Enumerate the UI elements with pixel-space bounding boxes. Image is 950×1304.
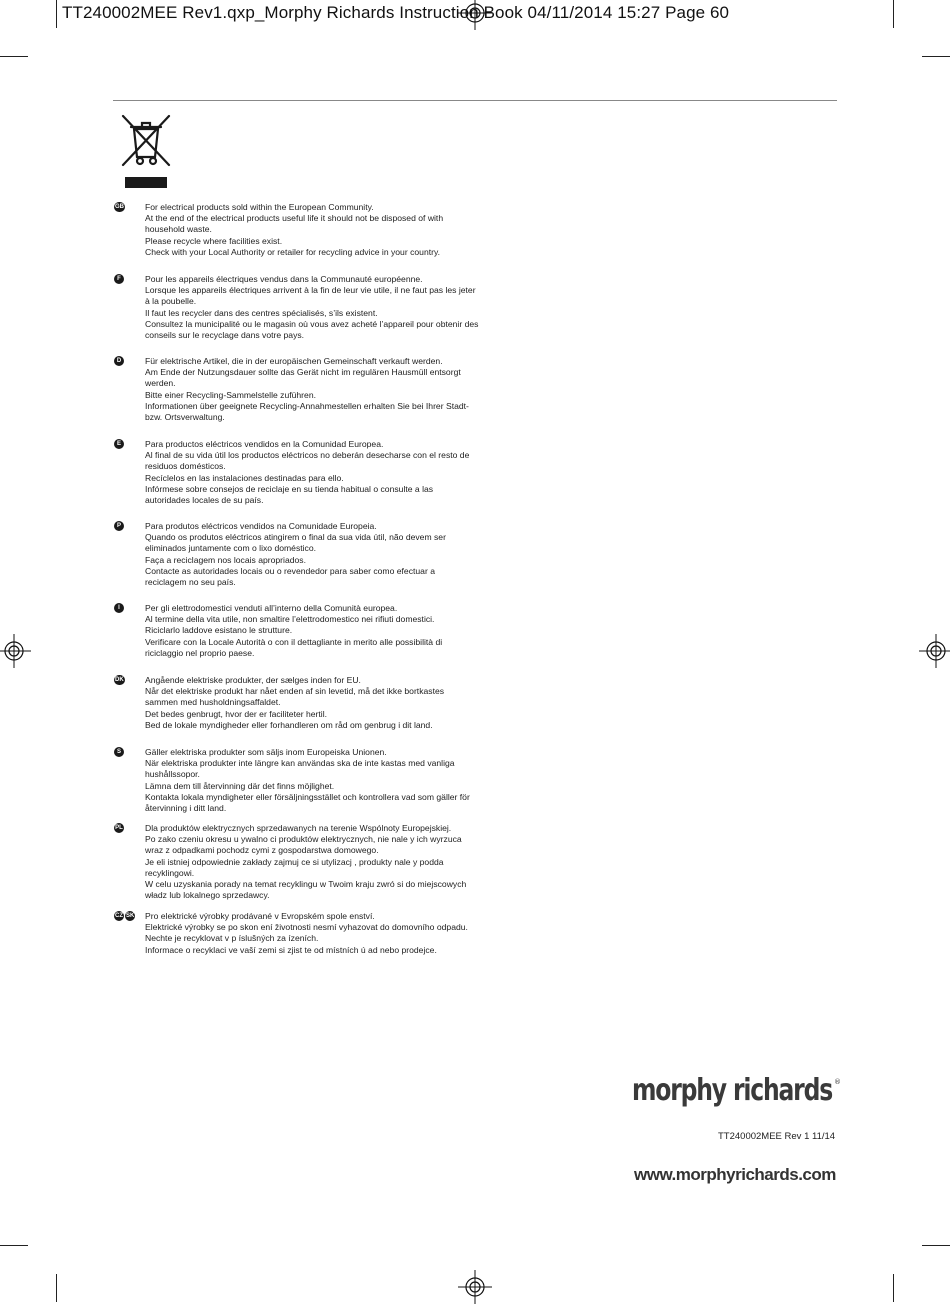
- recycling-notice: [114, 823, 474, 901]
- notice-line: bzw. Ortsverwaltung.: [145, 412, 225, 423]
- notice-line: Dla produktów elektrycznych sprzedawanych na terenie Wspólnoty Europejskiej.: [145, 823, 452, 833]
- notice-text: [145, 356, 474, 423]
- crop-mark: [0, 1245, 28, 1246]
- crop-mark: [56, 1274, 57, 1302]
- notice-line: household waste.: [145, 224, 212, 235]
- notice-line: werden.: [145, 378, 176, 389]
- language-badge: F: [114, 274, 124, 284]
- language-badges: [114, 823, 124, 833]
- notice-line: à la poubelle.: [145, 296, 197, 307]
- notice-line: Pro elektrické výrobky prodávané v Evropském spole enství.: [145, 911, 375, 921]
- notice-line: Når det elektriske produkt har nået enden af sin levetid, må det ikke bortkastes: [145, 686, 445, 697]
- recycling-notice: [114, 675, 474, 731]
- notice-line: Kontakta lokala myndigheter eller försäljningsstället och kontrollera vad som gäller för: [145, 791, 470, 802]
- registration-mark-icon: [919, 634, 950, 668]
- notice-line: autoridades locales de su país.: [145, 495, 264, 506]
- notice-text: [145, 747, 474, 814]
- notice-line: När elektriska produkter inte längre kan användas ska de inte kastas med vanliga: [145, 758, 455, 769]
- language-badge: DK: [115, 677, 124, 683]
- notice-line: hushållssopor.: [145, 769, 200, 780]
- language-badges: [114, 356, 124, 366]
- notice-line: Please recycle where facilities exist.: [145, 235, 283, 246]
- notice-line: Infórmese sobre consejos de reciclaje en su tienda habitual o consulte a las: [145, 483, 434, 494]
- notice-line: Det bedes genbrugt, hvor der er faciliteter hertil.: [145, 708, 327, 719]
- recycling-notice: [114, 911, 474, 956]
- notice-line: Para produtos eléctricos vendidos na Comunidade Europeia.: [145, 521, 377, 531]
- notice-line: Il faut les recycler dans des centres spécialisés, s’ils existent.: [145, 307, 378, 318]
- notice-line: Informationen über geeignete Recycling-Annahmestellen erhalten Sie bei Ihrer Stadt-: [145, 400, 469, 411]
- notice-line: Quando os produtos eléctricos atingirem o final da sua vida útil, não devem ser: [145, 532, 446, 543]
- crop-mark: [893, 0, 894, 28]
- registration-mark-icon: [0, 634, 31, 668]
- notice-line: Riciclarlo laddove esistano le strutture.: [145, 625, 293, 636]
- recycling-notice: [114, 356, 474, 423]
- language-badge: D: [114, 356, 124, 366]
- notice-line: For electrical products sold within the European Community.: [145, 202, 374, 212]
- notice-line: Para productos eléctricos vendidos en la Comunidad Europea.: [145, 439, 384, 449]
- notice-line: Bitte einer Recycling-Sammelstelle zuführen.: [145, 389, 316, 400]
- crop-mark: [922, 56, 950, 57]
- notice-line: reciclagem no seu país.: [145, 577, 236, 588]
- crop-mark: [922, 1245, 950, 1246]
- notice-text: [145, 603, 474, 659]
- notice-line: residuos domésticos.: [145, 461, 226, 472]
- print-slug: TT240002MEE Rev1.qxp_Morphy Richards Instruction Book 04/11/2014 15:27 Page 60: [62, 3, 730, 22]
- notice-text: [145, 202, 474, 258]
- notice-line: sammen med husholdningsaffaldet.: [145, 697, 281, 708]
- language-badge: I: [114, 603, 124, 613]
- notice-line: Al final de su vida útil los productos eléctricos no deberán desecharse con el resto de: [145, 450, 470, 461]
- language-badge: GB: [115, 204, 124, 210]
- notice-line: recyklingowi.: [145, 867, 195, 878]
- notice-line: Elektrické výrobky se po skon ení životnosti nesmí vyhazovat do domovního odpadu.: [145, 922, 468, 933]
- notice-line: Check with your Local Authority or retailer for recycling advice in your country.: [145, 246, 441, 257]
- language-badges: [114, 439, 124, 449]
- crossed-out-wheelie-bin-icon: [120, 113, 172, 189]
- brand-registered-mark: ®: [834, 1078, 841, 1086]
- recycling-notice: [114, 274, 479, 341]
- language-badge: PL: [115, 825, 123, 831]
- notice-text: [145, 911, 474, 956]
- notice-line: W celu uzyskania porady na temat recyklingu w Twoim kraju zwró si do miejscowych: [145, 879, 467, 890]
- notice-line: Angående elektriske produkter, der sælges inden for EU.: [145, 675, 361, 685]
- notice-line: Lorsque les appareils électriques arrivent à la fin de leur vie utile, il ne faut pas les jeter: [145, 285, 476, 296]
- crop-mark: [56, 0, 57, 28]
- notice-text: [145, 823, 474, 901]
- notice-line: Für elektrische Artikel, die in der europäischen Gemeinschaft verkauft werden.: [145, 356, 443, 366]
- notice-line: Je eli istniej odpowiednie zakłady zajmuj ce si utylizacj , produkty nale y podda: [145, 856, 444, 867]
- language-badges: [114, 911, 135, 921]
- notice-line: Bed de lokale myndigheder eller forhandleren om råd om genbrug i dit land.: [145, 719, 433, 730]
- notice-text: [145, 521, 474, 588]
- notice-text: [145, 274, 479, 341]
- language-badge: SK: [126, 913, 135, 919]
- recycling-notice: [114, 521, 474, 588]
- notice-line: Pour les appareils électriques vendus dans la Communauté européenne.: [145, 274, 423, 284]
- crop-mark: [0, 56, 28, 57]
- language-badges: [114, 747, 124, 757]
- notice-line: riciclaggio nel proprio paese.: [145, 647, 255, 658]
- notice-line: Contacte as autoridades locais ou o revendedor para saber como efectuar a: [145, 565, 435, 576]
- notice-line: eliminados juntamente com o lixo doméstico.: [145, 543, 317, 554]
- morphy-richards-logo: [632, 1070, 842, 1110]
- recycling-notice: [114, 603, 474, 659]
- notice-line: Informace o recyklaci ve vaší zemi si zjist te od místních ú ad nebo prodejce.: [145, 944, 437, 955]
- notice-line: Verificare con la Locale Autorità o con il dettagliante in merito alle possibilità di: [145, 636, 443, 647]
- notice-line: At the end of the electrical products useful life it should not be disposed of with: [145, 213, 444, 224]
- notice-line: Al termine della vita utile, non smaltire l’elettrodomestico nei rifiuti domestici.: [145, 614, 435, 625]
- header-rule: [113, 100, 837, 101]
- language-badge: E: [114, 439, 124, 449]
- language-badges: [114, 202, 125, 212]
- language-badges: [114, 274, 124, 284]
- language-badges: [114, 675, 125, 685]
- website-url[interactable]: www.morphyrichards.com: [634, 1165, 836, 1184]
- notice-line: Consultez la municipalité ou le magasin où vous avez acheté l’appareil pour obtenir des: [145, 318, 479, 329]
- brand-wordmark: morphy richards: [632, 1073, 833, 1108]
- document-code: TT240002MEE Rev 1 11/14: [718, 1131, 836, 1142]
- language-badge: S: [114, 747, 124, 757]
- notice-line: Faça a reciclagem nos locais apropriados.: [145, 554, 306, 565]
- notice-line: Per gli elettrodomestici venduti all’interno della Comunità europea.: [145, 603, 398, 613]
- notice-line: Recíclelos en las instalaciones destinadas para ello.: [145, 472, 344, 483]
- language-badge: CZ: [115, 913, 123, 919]
- crop-mark: [893, 1274, 894, 1302]
- recycling-notice: [114, 747, 474, 814]
- notice-line: wraz z odpadkami pochodz cymi z gospodarstwa domowego.: [145, 845, 379, 856]
- notice-line: återvinning i ditt land.: [145, 803, 227, 814]
- notice-line: conseils sur le recyclage dans votre pays.: [145, 330, 305, 341]
- notice-line: Nechte je recyklovat v p íslušných za ízeních.: [145, 933, 319, 944]
- language-badges: [114, 521, 124, 531]
- language-badges: [114, 603, 124, 613]
- notice-text: [145, 675, 474, 731]
- recycling-notice: [114, 202, 474, 258]
- notice-text: [145, 439, 474, 506]
- notice-line: Gäller elektriska produkter som säljs inom Europeiska Unionen.: [145, 747, 387, 757]
- registration-mark-icon: [458, 1270, 492, 1304]
- notice-line: Am Ende der Nutzungsdauer sollte das Gerät nicht im regulären Hausmüll entsorgt: [145, 367, 461, 378]
- notice-line: Po zako czeniu okresu u ywalno ci produktów elektrycznych, nie nale y ich wyrzuca: [145, 834, 462, 845]
- notice-line: władz lub lokalnego sprzedawcy.: [145, 890, 270, 901]
- notice-line: Lämna dem till återvinning där det finns möjlighet.: [145, 780, 335, 791]
- language-badge: P: [114, 521, 124, 531]
- recycling-notice: [114, 439, 474, 506]
